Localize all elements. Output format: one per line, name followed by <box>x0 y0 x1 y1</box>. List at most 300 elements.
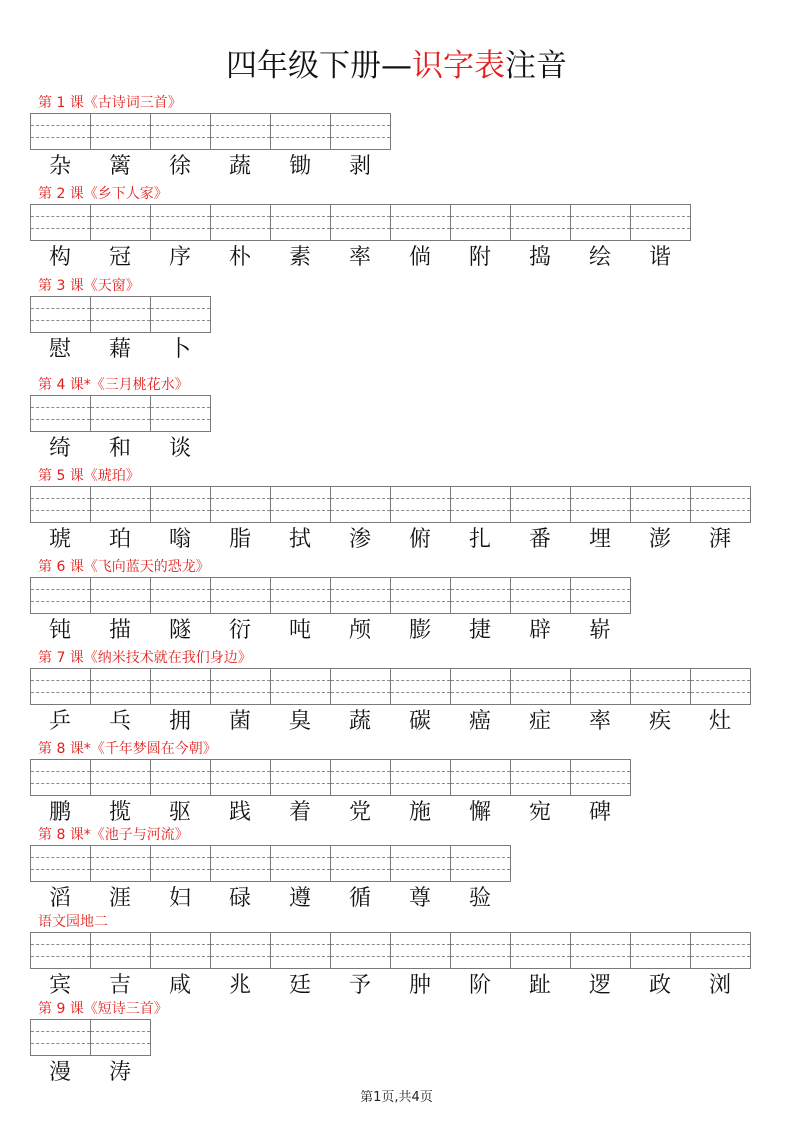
hanzi-character: 兆 <box>228 973 251 998</box>
pinyin-writing-grid <box>30 1019 151 1056</box>
pinyin-cell[interactable] <box>90 578 150 613</box>
pinyin-cell[interactable] <box>270 933 330 968</box>
character-row <box>30 527 750 553</box>
dashed-guide-line <box>451 510 510 511</box>
pinyin-cell[interactable] <box>150 396 211 431</box>
dashed-guide-line <box>331 601 390 602</box>
dashed-guide-line <box>31 228 90 229</box>
hanzi-character: 慰 <box>48 337 71 362</box>
pinyin-cell[interactable] <box>330 669 390 704</box>
pinyin-cell[interactable] <box>390 578 450 613</box>
dashed-guide-line <box>211 869 270 870</box>
hanzi-character: 涛 <box>108 1060 131 1085</box>
hanzi-character: 剥 <box>348 154 371 179</box>
dashed-guide-line <box>391 680 450 681</box>
pinyin-cell[interactable] <box>330 578 390 613</box>
character-row <box>30 245 690 271</box>
dashed-guide-line <box>511 692 570 693</box>
lesson-label: 第 5 课《琥珀》 <box>38 468 140 484</box>
dashed-guide-line <box>211 680 270 681</box>
pinyin-writing-grid <box>30 296 211 333</box>
pinyin-writing-grid <box>30 759 631 796</box>
dashed-guide-line <box>151 956 210 957</box>
hanzi-character: 衍 <box>228 618 251 643</box>
pinyin-cell[interactable] <box>30 669 90 704</box>
hanzi-character: 乒 <box>48 709 71 734</box>
hanzi-character: 政 <box>648 973 671 998</box>
dashed-guide-line <box>511 783 570 784</box>
dashed-guide-line <box>511 216 570 217</box>
dashed-guide-line <box>571 589 630 590</box>
dashed-guide-line <box>91 783 150 784</box>
title-suffix: 注音 <box>505 48 567 84</box>
hanzi-character: 嗡 <box>168 527 191 552</box>
dashed-guide-line <box>391 869 450 870</box>
dashed-guide-line <box>91 692 150 693</box>
hanzi-character: 序 <box>168 245 191 270</box>
hanzi-character: 番 <box>528 527 551 552</box>
pinyin-cell[interactable] <box>90 205 150 240</box>
pinyin-cell[interactable] <box>570 933 630 968</box>
dashed-guide-line <box>91 137 150 138</box>
dashed-guide-line <box>451 771 510 772</box>
pinyin-cell[interactable] <box>210 846 270 881</box>
dashed-guide-line <box>451 589 510 590</box>
pinyin-cell[interactable] <box>210 669 270 704</box>
dashed-guide-line <box>691 680 750 681</box>
hanzi-character: 妇 <box>168 886 191 911</box>
pinyin-cell[interactable] <box>30 760 90 795</box>
dashed-guide-line <box>211 857 270 858</box>
dashed-guide-line <box>571 944 630 945</box>
pinyin-cell[interactable] <box>90 487 150 522</box>
dashed-guide-line <box>211 510 270 511</box>
pinyin-cell[interactable] <box>210 205 270 240</box>
dashed-guide-line <box>571 956 630 957</box>
dashed-guide-line <box>91 407 150 408</box>
hanzi-character: 灶 <box>708 709 731 734</box>
dashed-guide-line <box>331 498 390 499</box>
title-prefix: 四年级下册— <box>226 48 412 84</box>
pinyin-cell[interactable] <box>390 205 450 240</box>
pinyin-cell[interactable] <box>450 205 510 240</box>
page-title <box>0 46 793 86</box>
hanzi-character: 浏 <box>708 973 731 998</box>
dashed-guide-line <box>511 228 570 229</box>
character-row <box>30 886 510 912</box>
pinyin-cell[interactable] <box>90 669 150 704</box>
hanzi-character: 遵 <box>288 886 311 911</box>
pinyin-cell[interactable] <box>510 578 570 613</box>
hanzi-character: 蔬 <box>228 154 251 179</box>
pinyin-cell[interactable] <box>450 578 510 613</box>
dashed-guide-line <box>331 216 390 217</box>
dashed-guide-line <box>31 498 90 499</box>
pinyin-writing-grid <box>30 932 751 969</box>
hanzi-character: 癌 <box>468 709 491 734</box>
pinyin-cell[interactable] <box>690 933 751 968</box>
hanzi-character: 乓 <box>108 709 131 734</box>
hanzi-character: 渗 <box>348 527 371 552</box>
hanzi-character: 咸 <box>168 973 191 998</box>
hanzi-character: 症 <box>528 709 551 734</box>
hanzi-character: 卜 <box>168 337 191 362</box>
pinyin-cell[interactable] <box>30 297 90 332</box>
dashed-guide-line <box>391 228 450 229</box>
character-row <box>30 1060 150 1086</box>
hanzi-character: 宾 <box>48 973 71 998</box>
dashed-guide-line <box>31 407 90 408</box>
hanzi-character: 着 <box>288 800 311 825</box>
dashed-guide-line <box>511 601 570 602</box>
pinyin-cell[interactable] <box>210 760 270 795</box>
pinyin-cell[interactable] <box>30 578 90 613</box>
hanzi-character: 辟 <box>528 618 551 643</box>
hanzi-character: 拥 <box>168 709 191 734</box>
dashed-guide-line <box>31 216 90 217</box>
pinyin-cell[interactable] <box>390 846 450 881</box>
dashed-guide-line <box>331 956 390 957</box>
pinyin-cell[interactable] <box>450 669 510 704</box>
dashed-guide-line <box>31 320 90 321</box>
hanzi-character: 绘 <box>588 245 611 270</box>
hanzi-character: 涯 <box>108 886 131 911</box>
hanzi-character: 碌 <box>228 886 251 911</box>
dashed-guide-line <box>271 137 330 138</box>
dashed-guide-line <box>91 498 150 499</box>
hanzi-character: 鹏 <box>48 800 71 825</box>
dashed-guide-line <box>331 944 390 945</box>
pinyin-writing-grid <box>30 113 391 150</box>
pinyin-cell[interactable] <box>30 114 90 149</box>
dashed-guide-line <box>571 498 630 499</box>
dashed-guide-line <box>571 771 630 772</box>
pinyin-cell[interactable] <box>90 760 150 795</box>
pinyin-cell[interactable] <box>630 933 690 968</box>
pinyin-cell[interactable] <box>510 487 570 522</box>
dashed-guide-line <box>451 956 510 957</box>
pinyin-cell[interactable] <box>510 669 570 704</box>
dashed-guide-line <box>691 944 750 945</box>
dashed-guide-line <box>271 783 330 784</box>
pinyin-cell[interactable] <box>270 578 330 613</box>
dashed-guide-line <box>571 680 630 681</box>
hanzi-character: 绮 <box>48 436 71 461</box>
pinyin-cell[interactable] <box>30 487 90 522</box>
dashed-guide-line <box>91 956 150 957</box>
pinyin-cell[interactable] <box>330 760 390 795</box>
pinyin-cell[interactable] <box>450 760 510 795</box>
dashed-guide-line <box>31 510 90 511</box>
dashed-guide-line <box>211 944 270 945</box>
dashed-guide-line <box>631 692 690 693</box>
pinyin-cell[interactable] <box>90 114 150 149</box>
dashed-guide-line <box>151 783 210 784</box>
pinyin-cell[interactable] <box>210 114 270 149</box>
hanzi-character: 菌 <box>228 709 251 734</box>
hanzi-character: 颅 <box>348 618 371 643</box>
hanzi-character: 漫 <box>48 1060 71 1085</box>
dashed-guide-line <box>271 956 330 957</box>
dashed-guide-line <box>271 771 330 772</box>
dashed-guide-line <box>31 419 90 420</box>
pinyin-cell[interactable] <box>150 297 211 332</box>
dashed-guide-line <box>271 498 330 499</box>
pinyin-cell[interactable] <box>390 487 450 522</box>
pinyin-cell[interactable] <box>30 846 90 881</box>
dashed-guide-line <box>91 228 150 229</box>
pinyin-cell[interactable] <box>270 760 330 795</box>
pinyin-cell[interactable] <box>630 205 691 240</box>
hanzi-character: 珀 <box>108 527 131 552</box>
dashed-guide-line <box>151 510 210 511</box>
dashed-guide-line <box>451 601 510 602</box>
hanzi-character: 逻 <box>588 973 611 998</box>
hanzi-character: 懈 <box>468 800 491 825</box>
pinyin-cell[interactable] <box>30 1020 90 1055</box>
dashed-guide-line <box>451 228 510 229</box>
dashed-guide-line <box>271 589 330 590</box>
pinyin-cell[interactable] <box>90 846 150 881</box>
hanzi-character: 廷 <box>288 973 311 998</box>
hanzi-character: 俯 <box>408 527 431 552</box>
dashed-guide-line <box>331 228 390 229</box>
pinyin-cell[interactable] <box>90 1020 151 1055</box>
character-row <box>30 800 630 826</box>
pinyin-cell[interactable] <box>330 205 390 240</box>
dashed-guide-line <box>691 510 750 511</box>
pinyin-cell[interactable] <box>450 487 510 522</box>
hanzi-character: 膨 <box>408 618 431 643</box>
dashed-guide-line <box>691 498 750 499</box>
dashed-guide-line <box>151 680 210 681</box>
dashed-guide-line <box>211 125 270 126</box>
pinyin-cell[interactable] <box>90 933 150 968</box>
hanzi-character: 党 <box>348 800 371 825</box>
pinyin-cell[interactable] <box>390 933 450 968</box>
dashed-guide-line <box>271 228 330 229</box>
dashed-guide-line <box>31 771 90 772</box>
hanzi-character: 崭 <box>588 618 611 643</box>
dashed-guide-line <box>31 680 90 681</box>
pinyin-cell[interactable] <box>330 846 390 881</box>
dashed-guide-line <box>451 692 510 693</box>
pinyin-cell[interactable] <box>270 846 330 881</box>
pinyin-cell[interactable] <box>330 487 390 522</box>
dashed-guide-line <box>331 692 390 693</box>
dashed-guide-line <box>91 510 150 511</box>
pinyin-cell[interactable] <box>150 205 210 240</box>
dashed-guide-line <box>271 857 330 858</box>
dashed-guide-line <box>31 1043 90 1044</box>
dashed-guide-line <box>31 601 90 602</box>
dashed-guide-line <box>31 857 90 858</box>
dashed-guide-line <box>391 771 450 772</box>
pinyin-writing-grid <box>30 845 511 882</box>
dashed-guide-line <box>631 228 690 229</box>
dashed-guide-line <box>391 601 450 602</box>
hanzi-character: 捷 <box>468 618 491 643</box>
lesson-label: 第 8 课*《千年梦圆在今朝》 <box>38 741 217 757</box>
pinyin-writing-grid <box>30 486 751 523</box>
hanzi-character: 施 <box>408 800 431 825</box>
pinyin-writing-grid <box>30 668 751 705</box>
dashed-guide-line <box>451 216 510 217</box>
dashed-guide-line <box>91 589 150 590</box>
pinyin-cell[interactable] <box>150 487 210 522</box>
dashed-guide-line <box>151 857 210 858</box>
pinyin-cell[interactable] <box>510 205 570 240</box>
pinyin-cell[interactable] <box>30 205 90 240</box>
hanzi-character: 率 <box>588 709 611 734</box>
hanzi-character: 疾 <box>648 709 671 734</box>
pinyin-cell[interactable] <box>90 396 150 431</box>
pinyin-cell[interactable] <box>150 846 210 881</box>
lesson-label: 语文园地二 <box>38 914 108 930</box>
hanzi-character: 阶 <box>468 973 491 998</box>
pinyin-cell[interactable] <box>330 114 391 149</box>
pinyin-cell[interactable] <box>150 578 210 613</box>
pinyin-cell[interactable] <box>270 487 330 522</box>
dashed-guide-line <box>151 692 210 693</box>
pinyin-cell[interactable] <box>210 487 270 522</box>
pinyin-cell[interactable] <box>90 297 150 332</box>
dashed-guide-line <box>91 1031 150 1032</box>
dashed-guide-line <box>451 783 510 784</box>
hanzi-character: 谈 <box>168 436 191 461</box>
hanzi-character: 肿 <box>408 973 431 998</box>
pinyin-cell[interactable] <box>570 669 630 704</box>
pinyin-cell[interactable] <box>270 205 330 240</box>
hanzi-character: 埋 <box>588 527 611 552</box>
dashed-guide-line <box>91 944 150 945</box>
pinyin-cell[interactable] <box>150 933 210 968</box>
hanzi-character: 描 <box>108 618 131 643</box>
dashed-guide-line <box>391 216 450 217</box>
dashed-guide-line <box>271 944 330 945</box>
hanzi-character: 捣 <box>528 245 551 270</box>
lesson-label: 第 1 课《古诗词三首》 <box>38 95 182 111</box>
dashed-guide-line <box>151 320 210 321</box>
pinyin-cell[interactable] <box>690 487 751 522</box>
lesson-label: 第 2 课《乡下人家》 <box>38 186 168 202</box>
title-highlight: 识字表 <box>412 48 505 84</box>
pinyin-cell[interactable] <box>570 205 630 240</box>
dashed-guide-line <box>31 589 90 590</box>
pinyin-cell[interactable] <box>450 846 511 881</box>
hanzi-character: 蔬 <box>348 709 371 734</box>
pinyin-cell[interactable] <box>150 669 210 704</box>
dashed-guide-line <box>571 783 630 784</box>
dashed-guide-line <box>31 956 90 957</box>
character-row <box>30 154 390 180</box>
dashed-guide-line <box>271 869 330 870</box>
dashed-guide-line <box>631 944 690 945</box>
dashed-guide-line <box>271 601 330 602</box>
dashed-guide-line <box>211 771 270 772</box>
pinyin-cell[interactable] <box>630 669 690 704</box>
pinyin-cell[interactable] <box>30 396 90 431</box>
pinyin-cell[interactable] <box>270 114 330 149</box>
hanzi-character: 澎 <box>648 527 671 552</box>
pinyin-cell[interactable] <box>570 487 630 522</box>
hanzi-character: 揽 <box>108 800 131 825</box>
dashed-guide-line <box>571 601 630 602</box>
pinyin-cell[interactable] <box>570 578 631 613</box>
pinyin-cell[interactable] <box>450 933 510 968</box>
dashed-guide-line <box>511 944 570 945</box>
hanzi-character: 脂 <box>228 527 251 552</box>
pinyin-cell[interactable] <box>210 933 270 968</box>
hanzi-character: 冠 <box>108 245 131 270</box>
hanzi-character: 和 <box>108 436 131 461</box>
dashed-guide-line <box>151 601 210 602</box>
hanzi-character: 构 <box>48 245 71 270</box>
dashed-guide-line <box>631 510 690 511</box>
dashed-guide-line <box>511 510 570 511</box>
dashed-guide-line <box>31 125 90 126</box>
dashed-guide-line <box>211 692 270 693</box>
pinyin-cell[interactable] <box>630 487 690 522</box>
dashed-guide-line <box>151 419 210 420</box>
hanzi-character: 锄 <box>288 154 311 179</box>
dashed-guide-line <box>391 692 450 693</box>
dashed-guide-line <box>391 944 450 945</box>
pinyin-cell[interactable] <box>570 760 631 795</box>
dashed-guide-line <box>91 857 150 858</box>
pinyin-cell[interactable] <box>30 933 90 968</box>
hanzi-character: 吉 <box>108 973 131 998</box>
dashed-guide-line <box>91 601 150 602</box>
pinyin-cell[interactable] <box>150 114 210 149</box>
pinyin-cell[interactable] <box>210 578 270 613</box>
pinyin-cell[interactable] <box>690 669 751 704</box>
pinyin-cell[interactable] <box>150 760 210 795</box>
hanzi-character: 徐 <box>168 154 191 179</box>
dashed-guide-line <box>91 869 150 870</box>
dashed-guide-line <box>211 956 270 957</box>
dashed-guide-line <box>391 956 450 957</box>
dashed-guide-line <box>31 308 90 309</box>
character-row <box>30 618 630 644</box>
pinyin-cell[interactable] <box>330 933 390 968</box>
dashed-guide-line <box>151 944 210 945</box>
dashed-guide-line <box>331 125 390 126</box>
dashed-guide-line <box>151 498 210 499</box>
hanzi-character: 吨 <box>288 618 311 643</box>
dashed-guide-line <box>451 680 510 681</box>
hanzi-character: 藉 <box>108 337 131 362</box>
dashed-guide-line <box>31 783 90 784</box>
dashed-guide-line <box>211 498 270 499</box>
dashed-guide-line <box>151 137 210 138</box>
dashed-guide-line <box>331 857 390 858</box>
pinyin-cell[interactable] <box>270 669 330 704</box>
pinyin-cell[interactable] <box>510 760 570 795</box>
dashed-guide-line <box>331 137 390 138</box>
dashed-guide-line <box>571 228 630 229</box>
dashed-guide-line <box>631 956 690 957</box>
pinyin-cell[interactable] <box>510 933 570 968</box>
dashed-guide-line <box>571 216 630 217</box>
dashed-guide-line <box>211 783 270 784</box>
dashed-guide-line <box>331 783 390 784</box>
dashed-guide-line <box>211 589 270 590</box>
dashed-guide-line <box>331 510 390 511</box>
hanzi-character: 滔 <box>48 886 71 911</box>
pinyin-cell[interactable] <box>390 669 450 704</box>
pinyin-cell[interactable] <box>390 760 450 795</box>
